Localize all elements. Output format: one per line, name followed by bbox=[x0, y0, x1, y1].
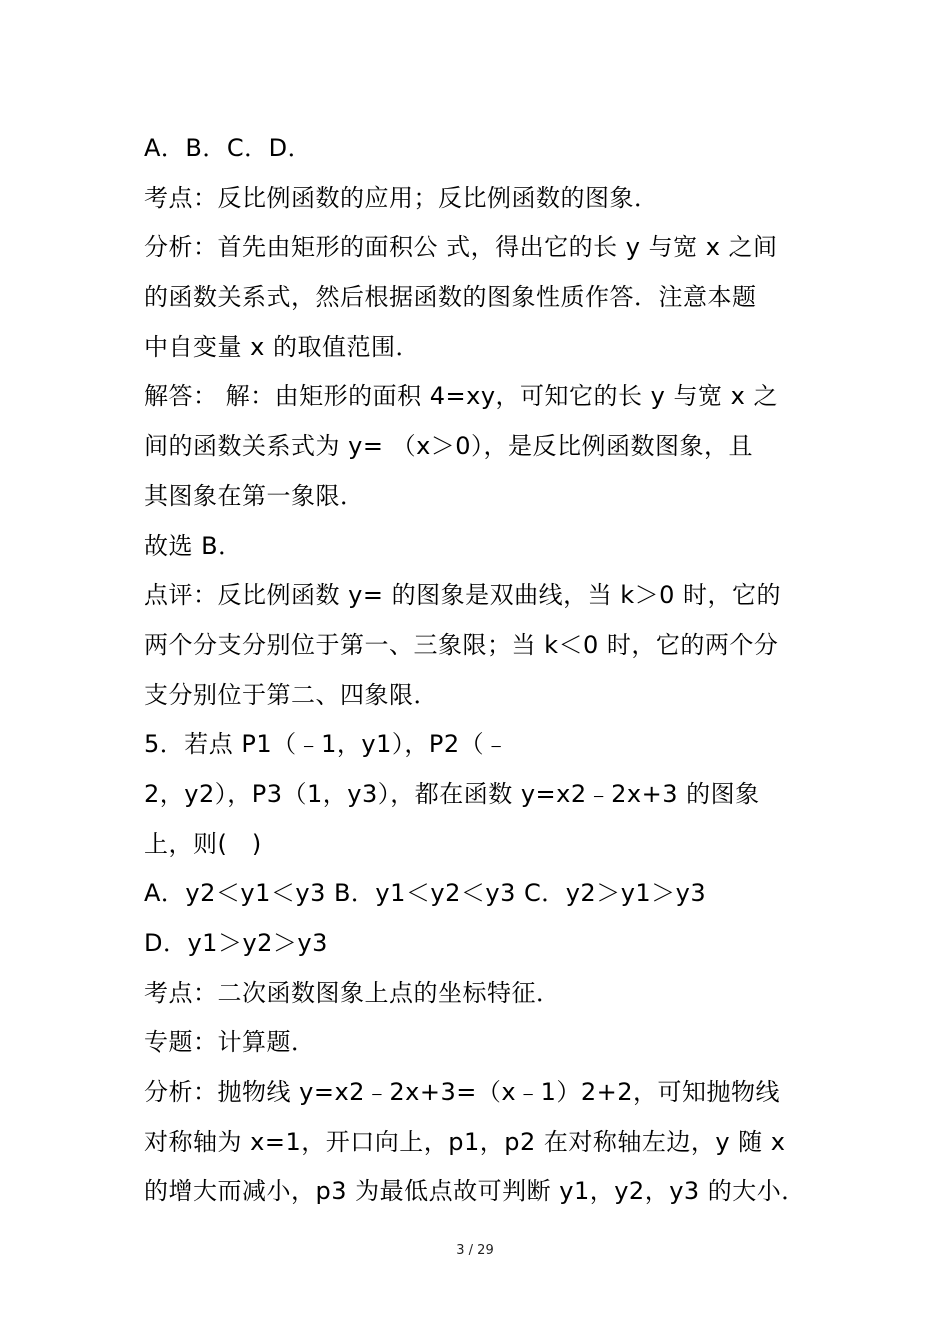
text-line: A．y2＜y1＜y3 B．y1＜y2＜y3 C．y2＞y1＞y3 bbox=[144, 879, 707, 908]
text-line: 解答： 解：由矩形的面积 4=xy，可知它的长 y 与宽 x 之 bbox=[144, 382, 778, 411]
text-line: 2，y2），P3（1，y3），都在函数 y=x2﹣2x+3 的图象 bbox=[144, 779, 760, 808]
text-line: 间的函数关系式为 y= （x＞0），是反比例函数图象，且 bbox=[144, 432, 754, 461]
text-line: 5．若点 P1（﹣1，y1），P2（﹣ bbox=[144, 730, 509, 759]
text-line: A．B．C．D． bbox=[144, 134, 313, 162]
text-line: D．y1＞y2＞y3 bbox=[144, 929, 328, 957]
text-line: 的增大而减小，p3 为最低点故可判断 y1，y2，y3 的大小． bbox=[144, 1177, 806, 1206]
text-line: 两个分支分别位于第一、三象限；当 k＜0 时，它的两个分 bbox=[144, 630, 779, 659]
text-line: 分析：首先由矩形的面积公 式，得出它的长 y 与宽 x 之间 bbox=[144, 233, 778, 262]
text-line: 支分别位于第二、四象限． bbox=[144, 680, 438, 709]
page-number: 3 / 29 bbox=[456, 1243, 494, 1258]
text-line: 分析：抛物线 y=x2﹣2x+3=（x﹣1）2+2，可知抛物线 bbox=[144, 1078, 780, 1107]
text-line: 故选 B． bbox=[144, 531, 243, 560]
text-line: 点评：反比例函数 y= 的图象是双曲线，当 k＞0 时，它的 bbox=[144, 581, 781, 610]
text-line: 考点：二次函数图象上点的坐标特征． bbox=[144, 978, 561, 1007]
text-line: 对称轴为 x=1，开口向上，p1，p2 在对称轴左边，y 随 x bbox=[144, 1127, 786, 1156]
text-line: 其图象在第一象限． bbox=[144, 481, 365, 510]
document-body bbox=[144, 124, 844, 1217]
text-line: 中自变量 x 的取值范围． bbox=[144, 332, 420, 361]
text-line: 考点：反比例函数的应用；反比例函数的图象． bbox=[144, 183, 659, 212]
text-line: 上，则( ) bbox=[144, 829, 262, 858]
text-line: 专题：计算题． bbox=[144, 1028, 316, 1057]
text-line: 的函数关系式，然后根据函数的图象性质作答．注意本题 bbox=[144, 283, 757, 312]
